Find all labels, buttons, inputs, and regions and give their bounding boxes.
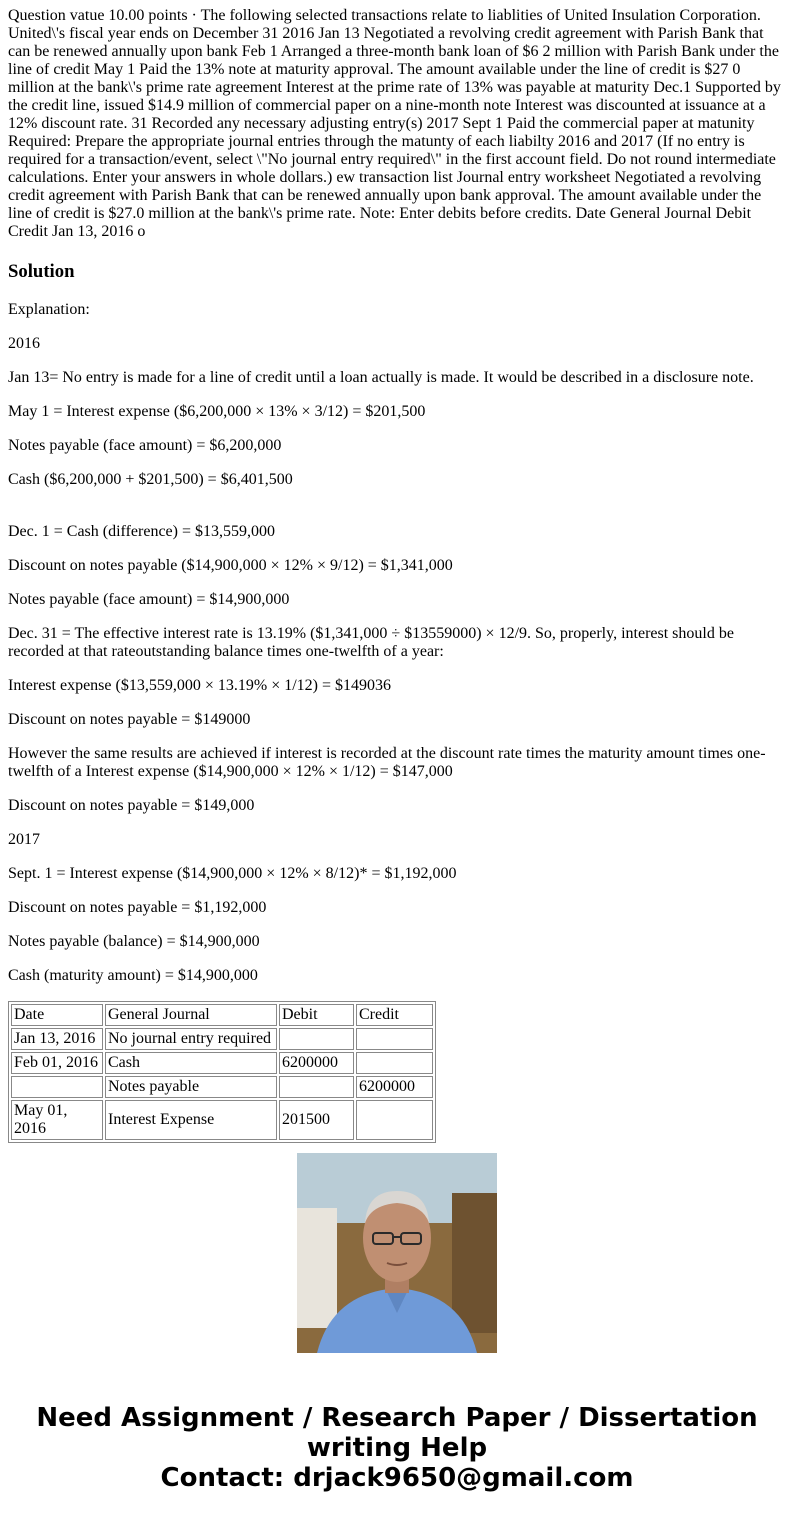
- explanation-line: Dec. 1 = Cash (difference) = $13,559,000: [8, 523, 276, 540]
- table-row: [11, 1052, 433, 1074]
- table-row: [11, 1028, 433, 1050]
- header-general-journal: General Journal: [105, 1004, 277, 1026]
- solution-heading: Solution: [8, 261, 75, 282]
- explanation-line: Cash ($6,200,000 + $201,500) = $6,401,500: [8, 471, 293, 488]
- cell-date: Feb 01, 2016: [11, 1052, 103, 1074]
- explanation-line: Sept. 1 = Interest expense ($14,900,000 × 12% × 8/12)* = $1,192,000: [8, 865, 457, 882]
- promo-contact-line: Contact: drjack9650@gmail.com: [160, 1463, 634, 1493]
- cell-account: Cash: [105, 1052, 277, 1074]
- cell-debit: [279, 1076, 354, 1098]
- cell-date: Jan 13, 2016: [11, 1028, 103, 1050]
- header-credit: Credit: [356, 1004, 433, 1026]
- cell-credit: [356, 1028, 433, 1050]
- explanation-line: Notes payable (face amount) = $14,900,000: [8, 591, 290, 608]
- cell-credit: [356, 1100, 433, 1140]
- cell-date: [11, 1076, 103, 1098]
- cell-date: May 01, 2016: [11, 1100, 103, 1140]
- header-debit: Debit: [279, 1004, 354, 1026]
- year-2016-label: 2016: [8, 335, 40, 352]
- cell-credit: 6200000: [356, 1076, 433, 1098]
- cell-debit: 201500: [279, 1100, 354, 1140]
- question-text: Question vatue 10.00 points · The following selected transactions relate to liablities of United Insulation Corporation. United\'s fiscal year ends on December 31 2016 Jan 13 Negotiated a revolving credit agreement with Parish Bank that can be renewed annually upon bank Feb 1 Arranged a three-month bank loan of $6 2 million with Parish Bank under the line of credit May 1 Paid the 13% note at maturity approval. The amount available under the line of credit is $27 0 million at the bank\'s prime rate agreement Interest at the prime rate of 13% was payable at maturity Dec.1 Supported by the credit line, issued $14.9 million of commercial paper on a nine-month note Interest was discounted at issuance at a 12% discount rate. 31 Recorded any necessary adjusting entry(s) 2017 Sept 1 Paid the commercial paper at matunity Required: Prepare the appropriate journal entries through the matunty of each liabilty 2016 and 2017 (If no entry is required for a transaction/event, select \"No journal entry required\" in the first account field. Do not round intermediate calculations. Enter your answers in whole dollars.) ew transaction list Journal entry worksheet Negotiated a revolving credit agreement with Parish Bank that can be renewed annually upon bank approval. The amount available under the line of credit is $27.0 million at the bank\'s prime rate. Note: Enter debits before credits. Date General Journal Debit Credit Jan 13, 2016 o: [8, 7, 781, 240]
- explanation-line: Notes payable (face amount) = $6,200,000: [8, 437, 282, 454]
- explanation-line: Dec. 31 = The effective interest rate is 13.19% ($1,341,000 ÷ $13559000) × 12/9. So, properly, interest should be recorded at that rateoutstanding balance times one-twelfth of a year:: [8, 625, 734, 660]
- explanation-line: Interest expense ($13,559,000 × 13.19% × 1/12) = $149036: [8, 677, 392, 694]
- explanation-line: Discount on notes payable = $149000: [8, 711, 251, 728]
- explanation-line: Discount on notes payable = $1,192,000: [8, 899, 267, 916]
- cell-account: Notes payable: [105, 1076, 277, 1098]
- avatar-portrait-icon: [297, 1153, 497, 1353]
- table-row: [11, 1100, 433, 1140]
- promo-footer: [0, 1403, 794, 1493]
- table-row: [11, 1076, 433, 1098]
- cell-credit: [356, 1052, 433, 1074]
- cell-account: Interest Expense: [105, 1100, 277, 1140]
- explanation-line: May 1 = Interest expense ($6,200,000 × 13% × 3/12) = $201,500: [8, 403, 426, 420]
- blank-spacer: [8, 505, 786, 523]
- cell-debit: [279, 1028, 354, 1050]
- journal-table: [8, 1001, 436, 1143]
- year-2017-label: 2017: [8, 831, 40, 848]
- cell-debit: 6200000: [279, 1052, 354, 1074]
- cell-account: No journal entry required: [105, 1028, 277, 1050]
- table-header-row: [11, 1004, 433, 1026]
- promo-line-1: Need Assignment / Research Paper / Dissertation: [36, 1403, 758, 1433]
- explanation-line: Discount on notes payable = $149,000: [8, 797, 255, 814]
- explanation-line: Discount on notes payable ($14,900,000 × 12% × 9/12) = $1,341,000: [8, 557, 453, 574]
- explanation-line: Jan 13= No entry is made for a line of credit until a loan actually is made. It would be described in a disclosure note.: [8, 369, 754, 386]
- author-avatar: [297, 1153, 497, 1353]
- journal-table-viewport: [8, 1001, 786, 1137]
- header-date: Date: [11, 1004, 103, 1026]
- promo-line-2: writing Help: [306, 1433, 488, 1463]
- explanation-label: Explanation:: [8, 301, 90, 318]
- explanation-line: Cash (maturity amount) = $14,900,000: [8, 967, 258, 984]
- explanation-line: Notes payable (balance) = $14,900,000: [8, 933, 260, 950]
- explanation-line: However the same results are achieved if interest is recorded at the discount rate times the maturity amount times one-twelfth of a Interest expense ($14,900,000 × 12% × 1/12) = $147,000: [8, 745, 766, 780]
